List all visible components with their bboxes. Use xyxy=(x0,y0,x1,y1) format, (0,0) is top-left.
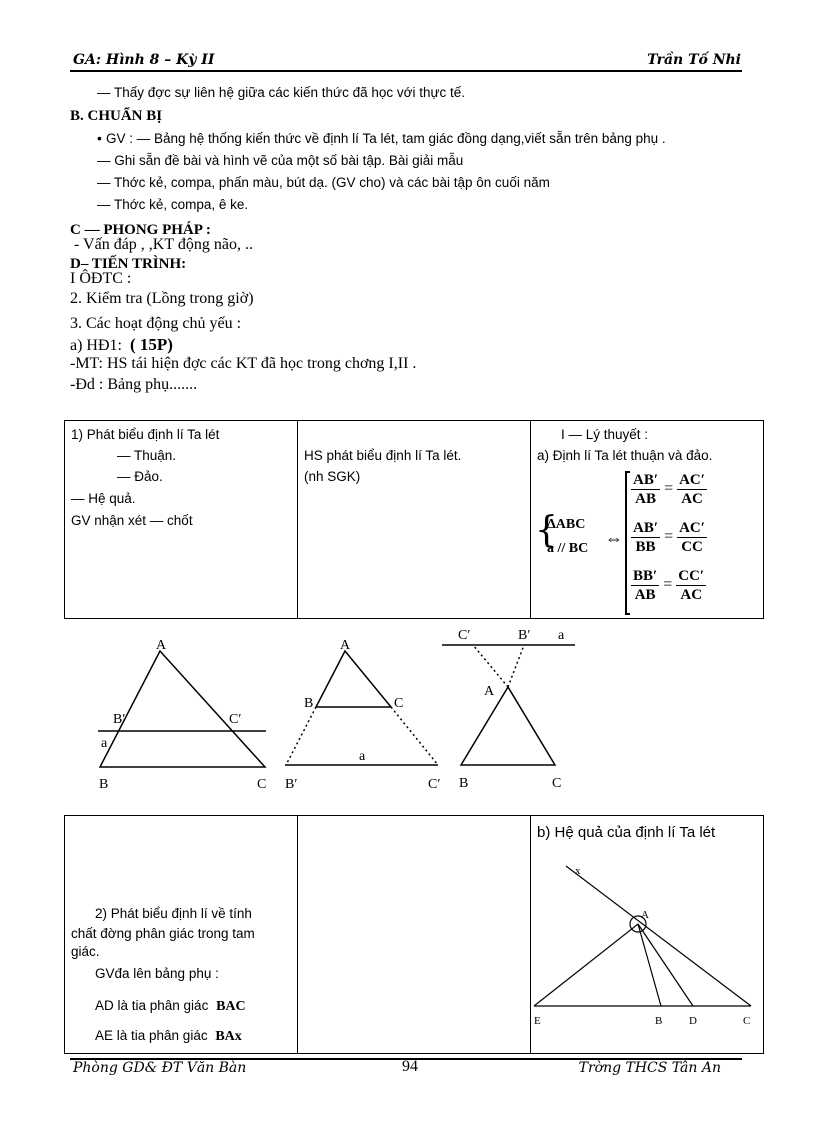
fig1-label-a: a xyxy=(101,736,108,751)
t1-c1-line-1: 1) Phát biểu định lí Ta lét xyxy=(71,427,220,442)
fig3-label-C1: C′ xyxy=(458,628,471,643)
brace-icon: { xyxy=(535,510,558,551)
section-d-line-5: -Đd : Bảng phụ....... xyxy=(70,376,198,393)
fig1-label-C1: C′ xyxy=(229,712,242,727)
section-b-line-4: — Thớc kẻ, compa, ê ke. xyxy=(97,197,249,212)
fig3-label-A: A xyxy=(484,684,495,699)
frac-2-den-l: BB xyxy=(635,539,656,555)
fig-label-E: E xyxy=(534,1015,541,1027)
table2-col2 xyxy=(298,816,531,1054)
frac-row-1 xyxy=(631,471,707,508)
section-d-line-1: I ÔĐTC : xyxy=(70,270,132,287)
iff-symbol: ⇔ xyxy=(605,528,623,548)
fig-label-C: C xyxy=(743,1015,751,1027)
given-parallel: a // BC xyxy=(547,541,589,556)
table2-col1 xyxy=(65,816,298,1054)
header-left: GA: Hình 8 – Kỳ II xyxy=(73,52,215,68)
section-b-title: B. CHUẨN BỊ xyxy=(70,108,163,124)
t2-c1-line-6 xyxy=(95,1028,242,1045)
fig3-label-C: C xyxy=(552,776,562,791)
header-right: Trần Tố Nhi xyxy=(647,52,741,68)
side-ae xyxy=(534,924,638,1006)
frac-1-num-r: AC′ xyxy=(679,472,705,488)
fig3-triangle xyxy=(461,687,555,765)
fig2-dash-right xyxy=(391,707,438,765)
t2-c1-line-2: chất đờng phân giác trong tam xyxy=(71,926,255,941)
fig3-label-B1: B′ xyxy=(518,628,531,643)
frac-1-num-l: AB′ xyxy=(633,472,659,488)
table-bisector xyxy=(64,815,764,1054)
section-b-line-1: GV : — Bảng hệ thống kiến thức về định lí Ta lét, tam giác đồng dạng,viết sẵn trên bảng phụ . xyxy=(106,131,666,146)
fig-label-D: D xyxy=(689,1015,697,1027)
fig1-label-C: C xyxy=(257,777,267,792)
t1-c3-title: I — Lý thuyết : xyxy=(561,427,649,442)
frac-2-eq: = xyxy=(664,528,674,546)
page-number: 94 xyxy=(402,1058,418,1075)
bullet-icon: • xyxy=(97,130,102,146)
t2-c1-line-4: GVđa lên bảng phụ : xyxy=(95,966,219,981)
bracket-icon xyxy=(625,471,630,615)
frac-2-num-r: AC′ xyxy=(679,520,705,536)
section-d-line-2: 2. Kiểm tra (Lồng trong giờ) xyxy=(70,290,254,307)
section-c-line: - Vấn đáp , ,KT động não, .. xyxy=(74,236,253,253)
t2-c1-line-5-text: AD là tia phân giác xyxy=(95,998,209,1013)
taletes-figures xyxy=(0,615,816,805)
footer-left: Phòng GD& ĐT Văn Bàn xyxy=(73,1060,247,1076)
fig-label-B: B xyxy=(655,1015,663,1027)
fig3-dash-left xyxy=(473,645,508,687)
line-xc xyxy=(566,866,751,1006)
fig3-label-a: a xyxy=(558,628,565,643)
frac-1-den-l: AB xyxy=(635,491,656,507)
frac-row-2 xyxy=(631,519,707,556)
frac-row-3 xyxy=(631,567,706,604)
table1-col1 xyxy=(65,421,298,619)
t1-c1-line-2: — Thuận. xyxy=(117,448,177,463)
fig2-label-C: C xyxy=(394,696,404,711)
fig1-triangle xyxy=(100,651,265,767)
fig2-label-a: a xyxy=(359,749,366,764)
fig2-label-C1: C′ xyxy=(428,777,441,792)
t2-c1-line-1: 2) Phát biểu định lí về tính xyxy=(95,906,252,921)
t2-c1-line-3: giác. xyxy=(71,944,100,959)
t1-c1-line-4: — Hệ quả. xyxy=(71,491,136,506)
bisector-figure xyxy=(531,816,763,1054)
frac-3-den-r: AC xyxy=(680,587,703,603)
frac-3-den-l: AB xyxy=(634,587,656,603)
angle-bax: BAx xyxy=(215,1029,242,1044)
fig-label-A: A xyxy=(641,909,649,921)
given-triangle: ΔABC xyxy=(547,517,586,532)
section-b-line-3: — Thớc kẻ, compa, phấn màu, bút dạ. (GV cho) và các bài tập ôn cuối năm xyxy=(97,175,550,190)
table2-col3 xyxy=(531,816,764,1054)
t1-c1-line-5: GV nhận xét — chốt xyxy=(71,513,193,528)
hd1-time: ( 15P) xyxy=(129,335,173,354)
bisector-ad xyxy=(638,924,693,1006)
fig2-dash-left xyxy=(286,707,316,765)
table1-col2 xyxy=(298,421,531,619)
t2-c1-line-5 xyxy=(95,998,246,1015)
header-rule xyxy=(70,70,742,72)
fig2-label-B1: B′ xyxy=(285,777,298,792)
angle-bac: BAC xyxy=(216,999,246,1014)
intro-line: — Thấy đợc sự liên hệ giữa các kiến thức đã học với thực tế. xyxy=(97,85,466,100)
section-d-line-4: -MT: HS tái hiện đợc các KT đã học trong chơng I,II . xyxy=(70,355,417,372)
footer-right: Trờng THCS Tân An xyxy=(578,1060,721,1076)
hd1-line xyxy=(70,335,173,355)
t2-c1-line-6-text: AE là tia phân giác xyxy=(95,1028,208,1043)
section-b-line-2: — Ghi sẵn đề bài và hình vẽ của một số bài tập. Bài giải mẫu xyxy=(97,153,464,168)
frac-3-eq: = xyxy=(663,576,673,594)
t2-c3-title: b) Hệ quả của định lí Ta lét xyxy=(537,824,716,841)
frac-3-num-r: CC′ xyxy=(678,568,705,584)
section-c-title: C — PHONG PHÁP : xyxy=(70,222,211,238)
table1-col3 xyxy=(531,421,764,619)
fig1-label-B: B xyxy=(99,777,109,792)
section-d-line-3: 3. Các hoạt động chủ yếu : xyxy=(70,315,242,332)
fig3-label-B: B xyxy=(459,776,469,791)
fig3-dash-right xyxy=(508,645,524,687)
fig1-label-B1: B′ xyxy=(113,712,126,727)
hd1-label: a) HĐ1: xyxy=(70,337,122,354)
fig1-label-A: A xyxy=(156,638,167,653)
t1-c2-line-2: (nh SGK) xyxy=(304,469,361,484)
frac-2-den-r: CC xyxy=(681,539,703,555)
side-ab xyxy=(638,924,661,1006)
fig2-label-A: A xyxy=(340,638,351,653)
frac-2-num-l: AB′ xyxy=(633,520,659,536)
t1-c3-sub: a) Định lí Ta lét thuận và đảo. xyxy=(537,448,713,463)
section-d-title: D– TIẾN TRÌNH: xyxy=(70,256,187,272)
fig2-triangle xyxy=(316,651,391,707)
t1-c1-line-3: — Đảo. xyxy=(117,469,163,484)
frac-3-num-l: BB′ xyxy=(633,568,658,584)
t1-c2-line-1: HS phát biểu định lí Ta lét. xyxy=(304,448,462,463)
fig2-label-B: B xyxy=(304,696,314,711)
table-theory xyxy=(64,420,764,619)
frac-1-den-r: AC xyxy=(681,491,703,507)
frac-1-eq: = xyxy=(664,480,674,498)
fig-label-x: x xyxy=(575,865,581,877)
